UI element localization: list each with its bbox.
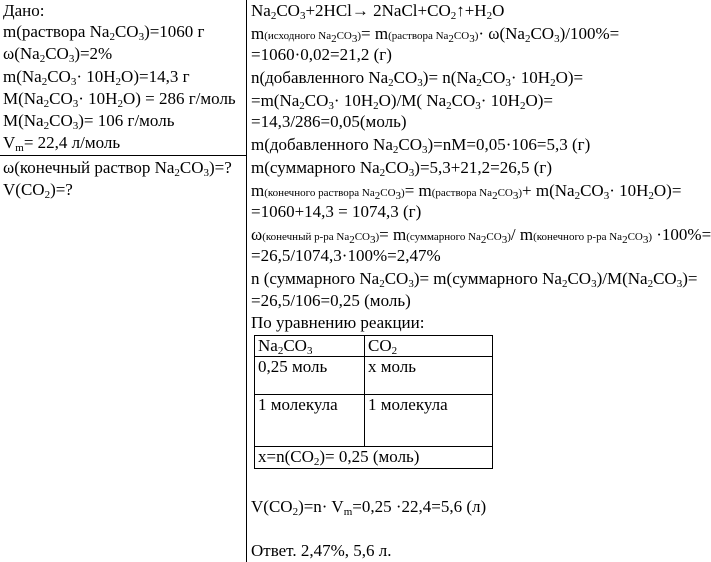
reaction-equation: $Na_2CO_3+2HCl\to$ $2NaCl+CO_2↑+H_2O$ [251, 1, 505, 22]
table-row [255, 336, 493, 357]
solution-line: m(суммарного $Na_2CO_3)=5,3+21,2=26,5$ (г) [251, 158, 552, 179]
solution-line: n(добавленного $Na_2CO_3)= n(Na_2CO_3\cdot 10H_2O)=$ [251, 68, 584, 89]
column-divider [246, 0, 247, 562]
table-cell: 1 молекула [365, 395, 493, 447]
answer: Ответ. 2,47%, 5,6 л. [251, 541, 392, 560]
find-item: ω(конечный раствор $Na_2CO_3)=$? [3, 158, 232, 179]
table-header-cell: $Na_2CO_3$ [255, 336, 365, 357]
solution-line: =26,5/1074,3·100%=2,47% [251, 246, 441, 265]
reaction-table [254, 335, 493, 469]
solution-line: По уравнению реакции: [251, 313, 425, 332]
table-row [255, 395, 493, 447]
given-item: $M(Na_2CO_3)= 106$ г/моль [3, 111, 175, 132]
table-cell: 1 молекула [255, 395, 365, 447]
given-find-divider [0, 155, 246, 156]
solution-line: =1060+14,3 = 1074,3 (г) [251, 202, 422, 221]
table-row [255, 447, 493, 469]
given-item: $V_m= 22,4$ л/моль [3, 133, 121, 154]
given-item: $m(Na_2CO_3\cdot 10H_2O)=14,3$ г [3, 67, 190, 88]
table-cell: 0,25 моль [255, 357, 365, 395]
solution-line: =14,3/286=0,05(моль) [251, 112, 407, 131]
table-row [255, 357, 493, 395]
solution-line: =26,5/106=0,25 (моль) [251, 291, 411, 310]
solution-line: $=m(Na_2CO_3\cdot 10H_2O)/M$( $Na_2CO_3\cdot 10H_2O)=$ [251, 91, 553, 112]
solution-line: ω(конечный р-ра $Na_2CO_3)=$ m(суммарного $Na_2CO_3)/$ m(конечного р-ра $Na_2CO_3) \cdot 100\%=$ [251, 225, 711, 246]
solution-line: m(добавленного $Na_2CO_3)=nM=0,05\cdot 106=5,3$ (г) [251, 135, 591, 156]
solution-line: m(конечного раствора $Na_2CO_3)=$ m(раствора $Na_2CO_3)+ m(Na_2CO_3\cdot 10H_2O)=$ [251, 181, 682, 202]
given-item: $M(Na_2CO_3\cdot 10H_2O) = 286$ г/моль [3, 89, 236, 110]
given-item: m(раствора $Na_2CO_3)=1060$ г [3, 22, 205, 43]
given-item: $\omega(Na_2CO_3)=2\%$ [3, 44, 113, 65]
solution-line: m(исходного $Na_2CO_3)=$ m(раствора $Na_2CO_3)\cdot \omega(Na_2CO_3)/100\%=$ [251, 24, 620, 45]
solution-line: =1060·0,02=21,2 (г) [251, 45, 392, 64]
table-cell: x моль [365, 357, 493, 395]
solution-line: n (суммарного $Na_2CO_3)=$ m(суммарного $Na_2CO_3)/M(Na_2CO_3)=$ [251, 269, 698, 290]
table-header-cell: $CO_2$ [365, 336, 493, 357]
table-result-cell: $x=n(CO_2)= 0,25$ (моль) [255, 447, 493, 469]
volume-calculation: $V(CO_2)=n\cdot V_m=0,25 \cdot 22,4=5,6$ (л) [251, 497, 487, 518]
given-heading: Дано: [3, 1, 45, 20]
find-item: $V(CO_2)=$? [3, 180, 73, 201]
